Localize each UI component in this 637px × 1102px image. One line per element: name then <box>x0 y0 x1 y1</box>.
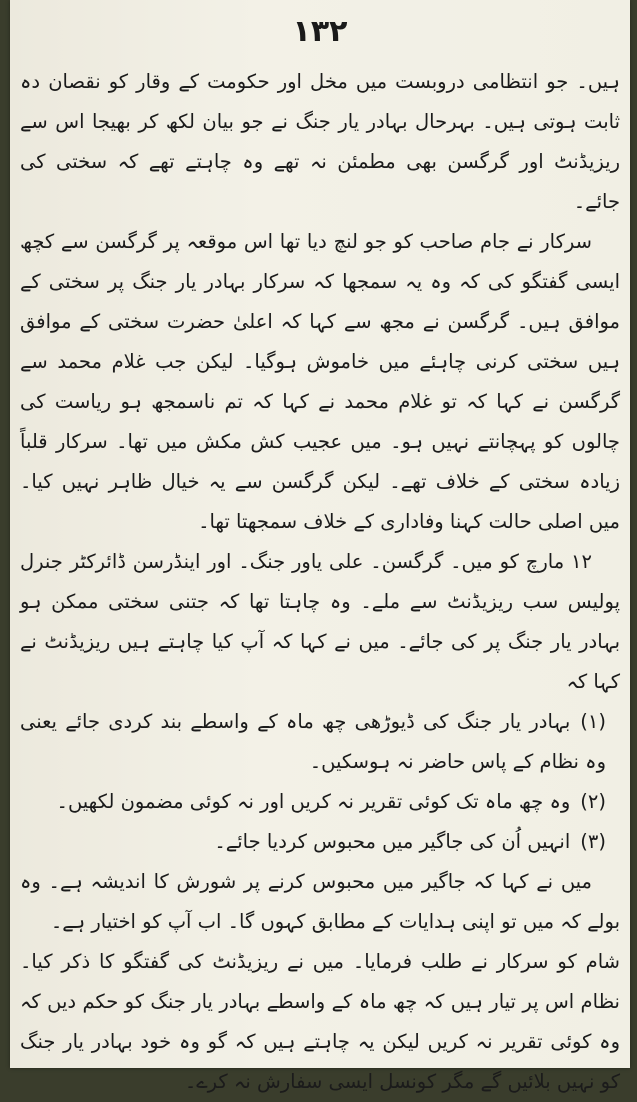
list-item <box>20 782 620 822</box>
list-item-text: بہادر یار جنگ کی ڈیوڑھی چھ ماہ کے واسطے بند کردی جائے یعنی وہ نظام کے پاس حاضر نہ ہوسکیں۔ <box>20 710 606 773</box>
list-item <box>20 822 620 862</box>
list-item <box>20 702 620 782</box>
list-item-number: (۱) <box>580 710 606 733</box>
page-body <box>20 62 620 1102</box>
list-item-number: (۳) <box>580 830 606 853</box>
list-item-text: وہ چھ ماہ تک کوئی تقریر نہ کریں اور نہ کوئی مضمون لکھیں۔ <box>56 790 571 813</box>
paragraph-5: شام کو سرکار نے طلب فرمایا۔ میں نے ریزیڈنٹ کی گفتگو کا ذکر کیا۔ نظام اس پر تیار ہیں کہ چھ ماہ کے واسطے بہادر یار جنگ کو حکم دیں کہ وہ کوئی تقریر نہ کریں لیکن یہ چاہتے ہیں کہ گو وہ خود بہادر یار جنگ کو نہیں بلائیں گے مگر کونسل ایسی سفارش نہ کرے۔ <box>20 950 620 1093</box>
book-page <box>10 0 630 1093</box>
paragraph-2: سرکار نے جام صاحب کو جو لنچ دیا تھا اس موقعہ پر گرگسن سے کچھ ایسی گفتگو کی کہ وہ یہ سمجھا کہ سرکار بہادر یار جنگ پر سختی کے موافق ہیں۔ گرگسن نے مجھ سے کہا کہ اعلیٰ حضرت سختی کے موافق ہیں سختی کرنی چاہئے میں خاموش ہوگیا۔ لیکن جب غلام محمد سے گرگسن نے کہا کہ تو غلام محمد نے کہا کہ تم ناسمجھ ہو ریاست کی چالوں کو پہچانتے نہیں ہو۔ میں عجیب کش مکش میں تھا۔ سرکار قلباً زیادہ سختی کے خلاف تھے۔ لیکن گرگسن سے یہ خیال ظاہر نہیں کیا۔ میں اصلی حالت کہنا وفاداری کے خلاف سمجھتا تھا۔ <box>20 230 620 533</box>
list-item-text: انہیں اُن کی جاگیر میں محبوس کردیا جائے۔ <box>214 830 571 853</box>
paragraph-1: ہیں۔ جو انتظامی دروبست میں مخل اور حکومت کے وقار کو نقصان دہ ثابت ہوتی ہیں۔ بہرحال بہادر یار جنگ نے جو بیان لکھ کر بھیجا اس سے ریزیڈنٹ اور گرگسن بھی مطمئن نہ تھے وہ چاہتے تھے کہ سختی کی جائے۔ <box>20 70 620 213</box>
list-item-number: (۲) <box>580 790 606 813</box>
page-number: ۱۳۲ <box>292 14 348 49</box>
paragraph-3: ۱۲ مارچ کو میں۔ گرگسن۔ علی یاور جنگ۔ اور اینڈرسن ڈائرکٹر جنرل پولیس سب ریزیڈنٹ سے ملے۔ وہ چاہتا تھا کہ جتنی سختی ممکن ہو بہادر یار جنگ پر کی جائے۔ میں نے کہا کہ آپ کیا چاہتے ہیں ریزیڈنٹ نے کہا کہ <box>20 550 620 693</box>
paragraph-4: میں نے کہا کہ جاگیر میں محبوس کرنے پر شورش کا اندیشہ ہے۔ وہ بولے کہ میں تو اپنی ہدایات کے مطابق کہوں گا۔ اب آپ کو اختیار ہے۔ <box>20 870 620 933</box>
